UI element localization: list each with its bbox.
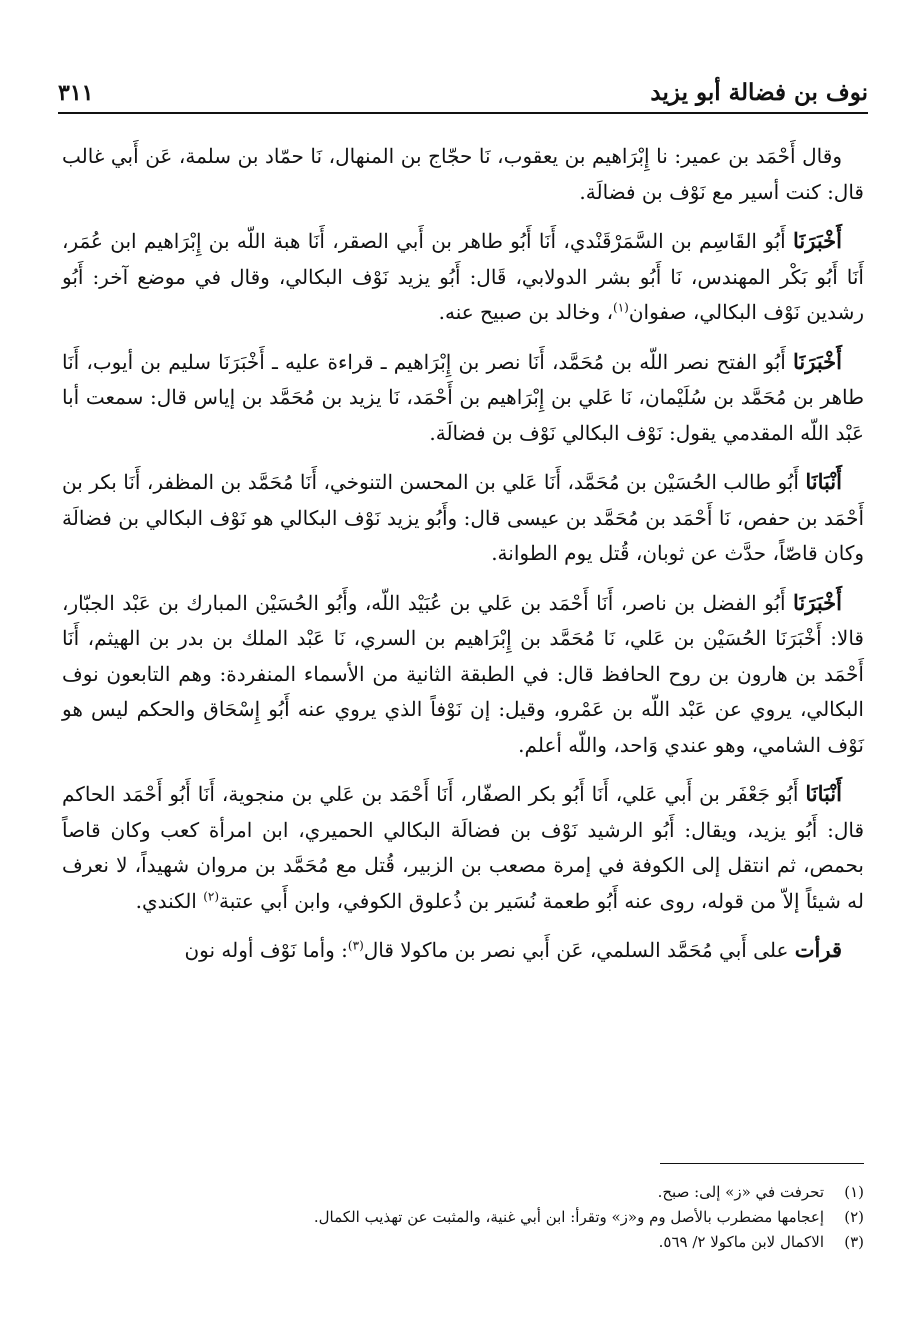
footnotes [62,1180,864,1255]
paragraph-tail: : وأما نَوْف أوله نون [184,938,348,962]
footnote-ref[interactable]: (١) [613,300,629,315]
running-header [58,66,868,106]
paragraph-lead: أَخْبَرَنَا [793,348,842,374]
footnote-ref[interactable]: (٣) [347,938,364,953]
paragraph-text: أَبُو القَاسِم بن السَّمَرْقَنْدي، أَنَا أَبُو طاهر بن أَبي الصقر، أَنَا هبة اللّه بن إِبْرَاهيم ابن عُمَر، أَنَا أَبُو بَكْر المهندس، نَا أَبُو بشر الدولابي، قَال: أَبُو يزيد نَوْف البكالي، وقال في موضع آخر: أَبُو رشدين نَوْف البكالي، صفوان [62,229,864,324]
footnote-number: (٣) [844,1233,864,1251]
paragraph-lead: أَخْبَرَنَا [793,228,842,253]
paragraph-text: أَبُو الفضل بن ناصر، أَنَا أَحْمَد بن عَلي بن عُبَيْد اللّه، وأَبُو الحُسَيْن المبارك بن عَبْد الجبّار، قالا: أَخْبَرَنَا الحُسَيْن بن عَلي، نَا مُحَمَّد بن إِبْرَاهيم بن السري، نَا عَبْد الملك بن بدر بن الهيثم، أَنَا أَحْمَد بن هارون بن روح الحافظ قال: في الطبقة الثانية من الأسماء المنفردة: وهم التابعون نوف البكالي، يروي عن عَبْد اللّه بن عَمْرو، وقيل: إن نَوْفاً الذي يروي عنه أَبُو إِسْحَاق والحكم ليس هو نَوْف الشامي، وهو عندي وَاحد، واللّه أعلم. [62,590,864,757]
footnote [62,1230,864,1255]
paragraph-lead: قرأت [794,937,842,962]
footnote-text: تحرفت في «ز» إلى: صبح. [657,1183,824,1201]
paragraph [62,464,864,572]
main-text [62,138,864,982]
footnote-separator [660,1163,864,1164]
paragraph-text: وقال أَحْمَد بن عمير: نا إِبْرَاهيم بن يعقوب، نَا حجّاج بن المنهال، نَا حمّاد بن سلمة، عَن أَبي غالب قال: كنت أسير مع نَوْف بن فضالَة. [62,144,864,204]
footnote-number: (١) [844,1183,864,1201]
paragraph-text: أَبُو طالب الحُسَيْن بن مُحَمَّد، أَنَا عَلي بن المحسن التنوخي، أَنَا مُحَمَّد بن المظفر، أَنَا بكر بن أَحْمَد بن حفص، نَا أَحْمَد بن مُحَمَّد بن عيسى قال: وأَبُو يزيد نَوْف البكالي هو نَوْف البكالي بن فضالَة وكان قاصّاً، حدَّث عن ثوبان، قُتل يوم الطوانة. [62,470,864,565]
paragraph [62,776,864,919]
footnote-number: (٢) [844,1208,864,1226]
paragraph-tail: ، وخالد بن صبيح عنه. [438,300,614,324]
header-rule [58,112,868,114]
footnote [62,1180,864,1205]
footnote-text: إعجامها مضطرب بالأصل وم و«ز» وتقرأ: ابن أبي غنية، والمثبت عن تهذيب الكمال. [313,1208,824,1226]
paragraph-text: أَبُو الفتح نصر اللّه بن مُحَمَّد، أَنَا نصر بن إِبْرَاهيم ـ قراءة عليه ـ أَخْبَرَنَا سليم بن أيوب، أَنَا طاهر بن مُحَمَّد بن سُلَيْمان، نَا عَلي بن إِبْرَاهيم بن أَحْمَد، نَا يزيد بن مُحَمَّد بن إياس قال: سمعت أبا عَبْد اللّه المقدمي يقول: نَوْف البكالي نَوْف بن فضالَة. [62,349,864,445]
paragraph [62,932,864,969]
chapter-title: نوف بن فضالة أبو يزيد [650,79,868,106]
footnote-ref[interactable]: (٢) [203,888,220,903]
paragraph [62,344,864,452]
paragraph-text: على أَبي مُحَمَّد السلمي، عَن أَبي نصر بن ماكولا قال [363,938,795,962]
paragraph-tail: الكندي. [135,888,204,913]
paragraph [62,138,864,210]
footnote-text: الاكمال لابن ماكولا ٢/ ٥٦٩. [658,1233,824,1251]
page-number: ٣١١ [58,80,94,106]
paragraph [62,585,864,764]
paragraph-lead: أَنْبَانَا [805,469,842,494]
paragraph [62,223,864,331]
paragraph-text: أَبُو جَعْفَر بن أَبي عَلي، أَنَا أَبُو بكر الصفّار، أَنَا أَحْمَد بن عَلي بن منجوية، أَنَا أَبُو أَحْمَد الحاكم قال: أَبُو يزيد، ويقال: أَبُو الرشيد نَوْف بن فضالَة البكالي الحميري، ابن امرأة كعب وكان قاصاً بحمص، ثم انتقل إلى الكوفة في إمرة مصعب بن الزبير، قُتل مع مُحَمَّد بن مروان شهيداً، لا نعرف له شيئاً إلاّ من قوله، روى عنه أَبُو طعمة نُسَير بن ذُعلوق الكوفي، وابن أَبي عتبة [62,782,864,913]
paragraph-lead: أَنْبَانَا [805,781,842,806]
paragraph-lead: أَخْبَرَنَا [793,589,842,615]
footnote [62,1205,864,1230]
